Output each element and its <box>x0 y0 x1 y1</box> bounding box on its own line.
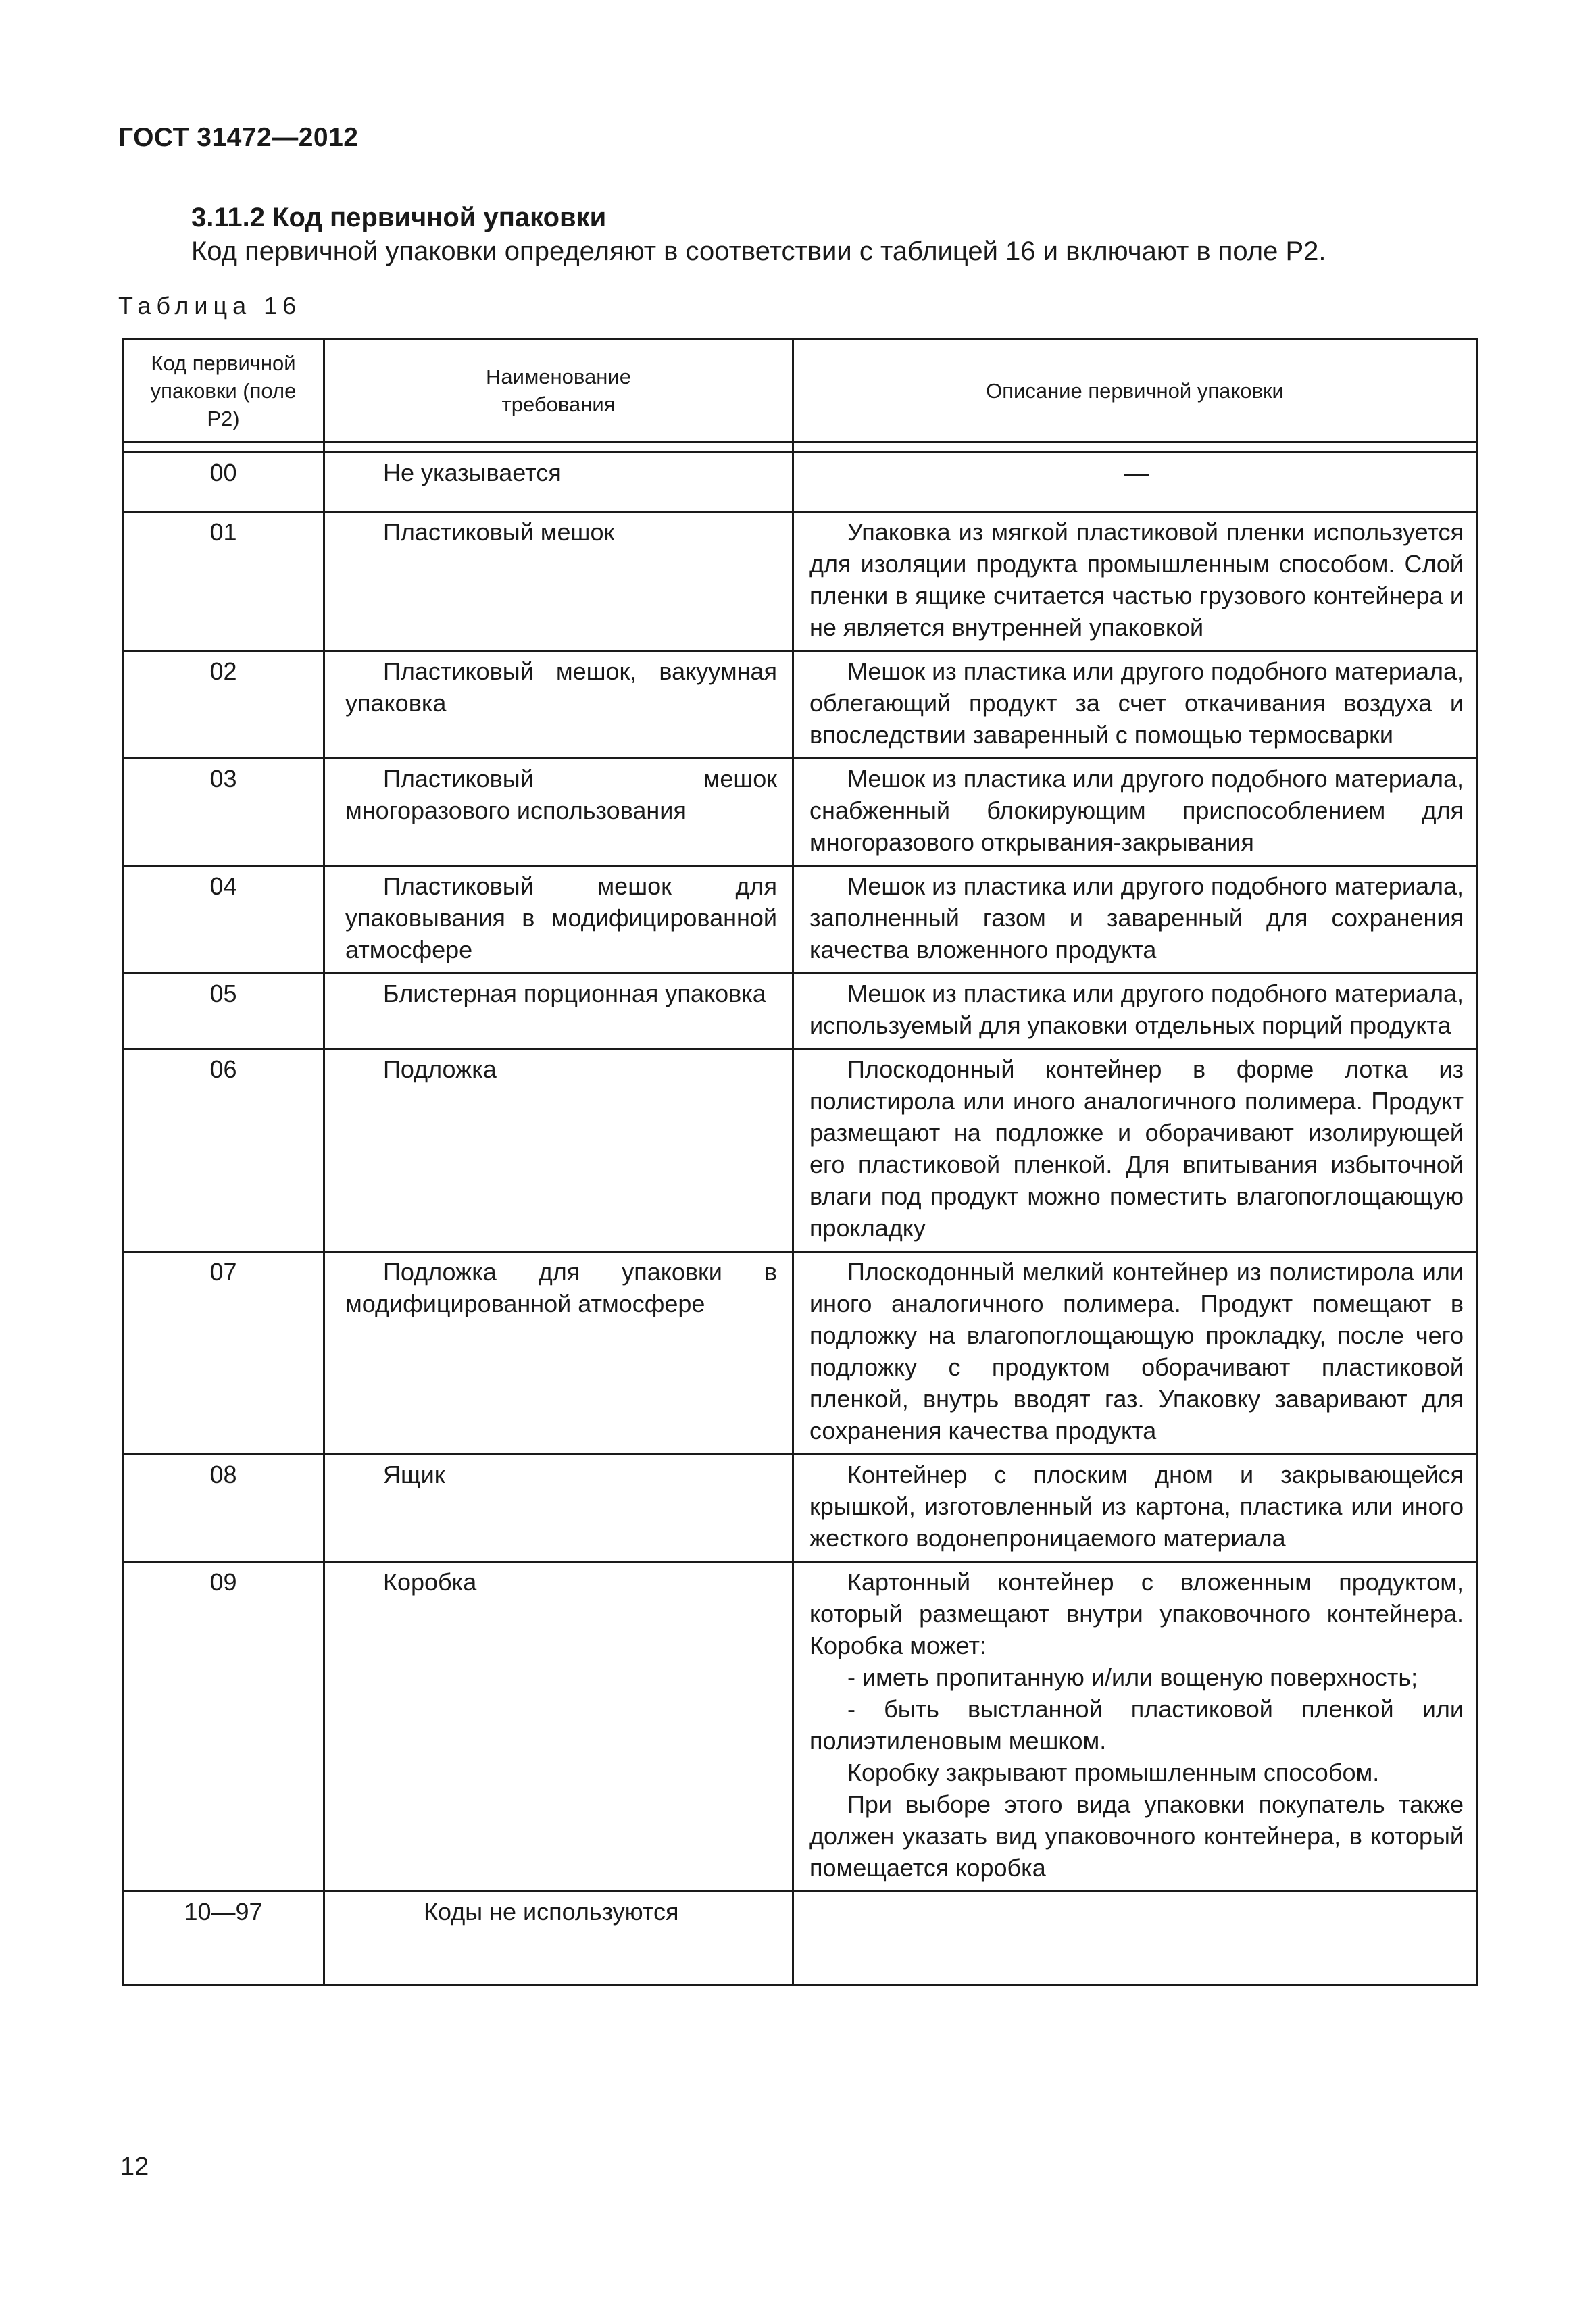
table-row <box>123 453 1477 512</box>
code-cell: 04 <box>123 866 324 974</box>
name-cell <box>324 866 793 974</box>
name-cell <box>324 453 793 512</box>
description-paragraph: Плоскодонный контейнер в форме лотка из полистирола или иного аналогичного полимера. Продукт размещают на подложке и оборачивают изолирующей его пластиковой пленкой. Для впитывания избыточной влаги под продукт можно поместить влагопоглощающую прокладку <box>809 1055 1464 1242</box>
header-code: Код первичной упаковки (поле Р2) <box>123 339 324 443</box>
packaging-code-table <box>122 338 1478 1986</box>
name-cell <box>324 759 793 866</box>
description-cell <box>793 1252 1477 1455</box>
description-paragraph: - иметь пропитанную и/или вощеную поверхность; <box>847 1663 1418 1691</box>
header-separator <box>123 443 1477 453</box>
description-cell <box>793 651 1477 759</box>
name-cell <box>324 512 793 651</box>
name-text: Пластиковый мешок <box>383 518 615 546</box>
table-row <box>123 512 1477 651</box>
name-cell <box>324 1252 793 1455</box>
name-text: Пластиковый мешок, вакуумная упаковка <box>345 657 777 717</box>
description-paragraph: Контейнер с плоским дном и закрывающейся крышкой, изготовленный из картона, пластика или иного жесткого водонепроницаемого материала <box>809 1461 1464 1552</box>
header-description: Описание первичной упаковки <box>793 339 1477 443</box>
description-paragraph: Мешок из пластика или другого подобного материала, заполненный газом и заваренный для сохранения качества вложенного продукта <box>809 872 1464 963</box>
section-text: Код первичной упаковки определяют в соответствии с таблицей 16 и включают в поле Р2. <box>191 236 1326 266</box>
description-paragraph: Картонный контейнер с вложенным продуктом, который размещают внутри упаковочного контейнера. Коробка может: <box>809 1568 1464 1659</box>
code-cell: 01 <box>123 512 324 651</box>
table-body <box>123 453 1477 1985</box>
description-cell <box>793 1892 1477 1985</box>
description-paragraph: Коробку закрывают промышленным способом. <box>847 1759 1380 1786</box>
name-cell <box>324 1049 793 1252</box>
name-text: Пластиковый мешок многоразового использования <box>345 765 777 824</box>
description-cell <box>793 759 1477 866</box>
description-paragraph: Упаковка из мягкой пластиковой пленки используется для изоляции продукта промышленным способом. Слой пленки в ящике считается частью грузового контейнера и не является внутренней упаковкой <box>809 518 1464 641</box>
table-row <box>123 1049 1477 1252</box>
description-cell <box>793 512 1477 651</box>
table-row <box>123 651 1477 759</box>
name-cell <box>324 1455 793 1562</box>
description-cell <box>793 453 1477 512</box>
description-paragraph: - быть выстланной пластиковой пленкой или полиэтиленовым мешком. <box>809 1695 1464 1755</box>
table-row <box>123 974 1477 1049</box>
description-paragraph: Мешок из пластика или другого подобного материала, облегающий продукт за счет откачивания воздуха и впоследствии заваренный с помощью термосварки <box>809 657 1464 749</box>
code-cell: 02 <box>123 651 324 759</box>
table-row <box>123 1455 1477 1562</box>
description-cell <box>793 866 1477 974</box>
name-text: Коробка <box>383 1568 477 1596</box>
code-cell: 08 <box>123 1455 324 1562</box>
code-cell: 03 <box>123 759 324 866</box>
header-name: Наименование требования <box>324 339 793 443</box>
section-heading: 3.11.2 Код первичной упаковки <box>191 203 607 232</box>
name-text: Подложка для упаковки в модифицированной атмосфере <box>345 1258 777 1317</box>
description-paragraph: Мешок из пластика или другого подобного материала, снабженный блокирующим приспособлением для многоразового открывания-закрывания <box>809 765 1464 856</box>
page-number: 12 <box>120 2153 149 2181</box>
name-text: Подложка <box>383 1055 497 1083</box>
description-paragraph: Плоскодонный мелкий контейнер из полистирола или иного аналогичного полимера. Продукт помещают в подложку на влагопоглощающую прокладку, после чего подложку с продуктом оборачивают пластиковой пленкой, внутрь вводят газ. Упаковку заваривают для сохранения качества продукта <box>809 1258 1464 1444</box>
description-cell <box>793 1049 1477 1252</box>
description-cell <box>793 974 1477 1049</box>
name-text: Коды не используются <box>424 1898 679 1926</box>
description-paragraph: Мешок из пластика или другого подобного материала, используемый для упаковки отдельных порций продукта <box>809 980 1464 1039</box>
code-cell: 07 <box>123 1252 324 1455</box>
code-cell: 06 <box>123 1049 324 1252</box>
name-text: Не указывается <box>383 459 562 486</box>
name-text: Ящик <box>383 1461 445 1488</box>
code-cell: 05 <box>123 974 324 1049</box>
code-cell: 10—97 <box>123 1892 324 1985</box>
code-cell: 00 <box>123 453 324 512</box>
description-paragraph: — <box>1124 459 1149 486</box>
name-cell <box>324 974 793 1049</box>
name-cell <box>324 651 793 759</box>
description-paragraph: При выборе этого вида упаковки покупатель также должен указать вид упаковочного контейнера, в который помещается коробка <box>809 1790 1464 1882</box>
table-row <box>123 1252 1477 1455</box>
name-cell <box>324 1892 793 1985</box>
name-text: Пластиковый мешок для упаковывания в модифицированной атмосфере <box>345 872 777 963</box>
code-cell: 09 <box>123 1562 324 1892</box>
table-row <box>123 866 1477 974</box>
document-code: ГОСТ 31472—2012 <box>118 123 359 152</box>
table-row <box>123 759 1477 866</box>
table-caption: Таблица 16 <box>118 292 302 320</box>
name-cell <box>324 1562 793 1892</box>
table-header-row <box>123 339 1477 443</box>
name-text: Блистерная порционная упаковка <box>383 980 766 1007</box>
table-row <box>123 1562 1477 1892</box>
table-row <box>123 1892 1477 1985</box>
description-cell <box>793 1562 1477 1892</box>
description-cell <box>793 1455 1477 1562</box>
